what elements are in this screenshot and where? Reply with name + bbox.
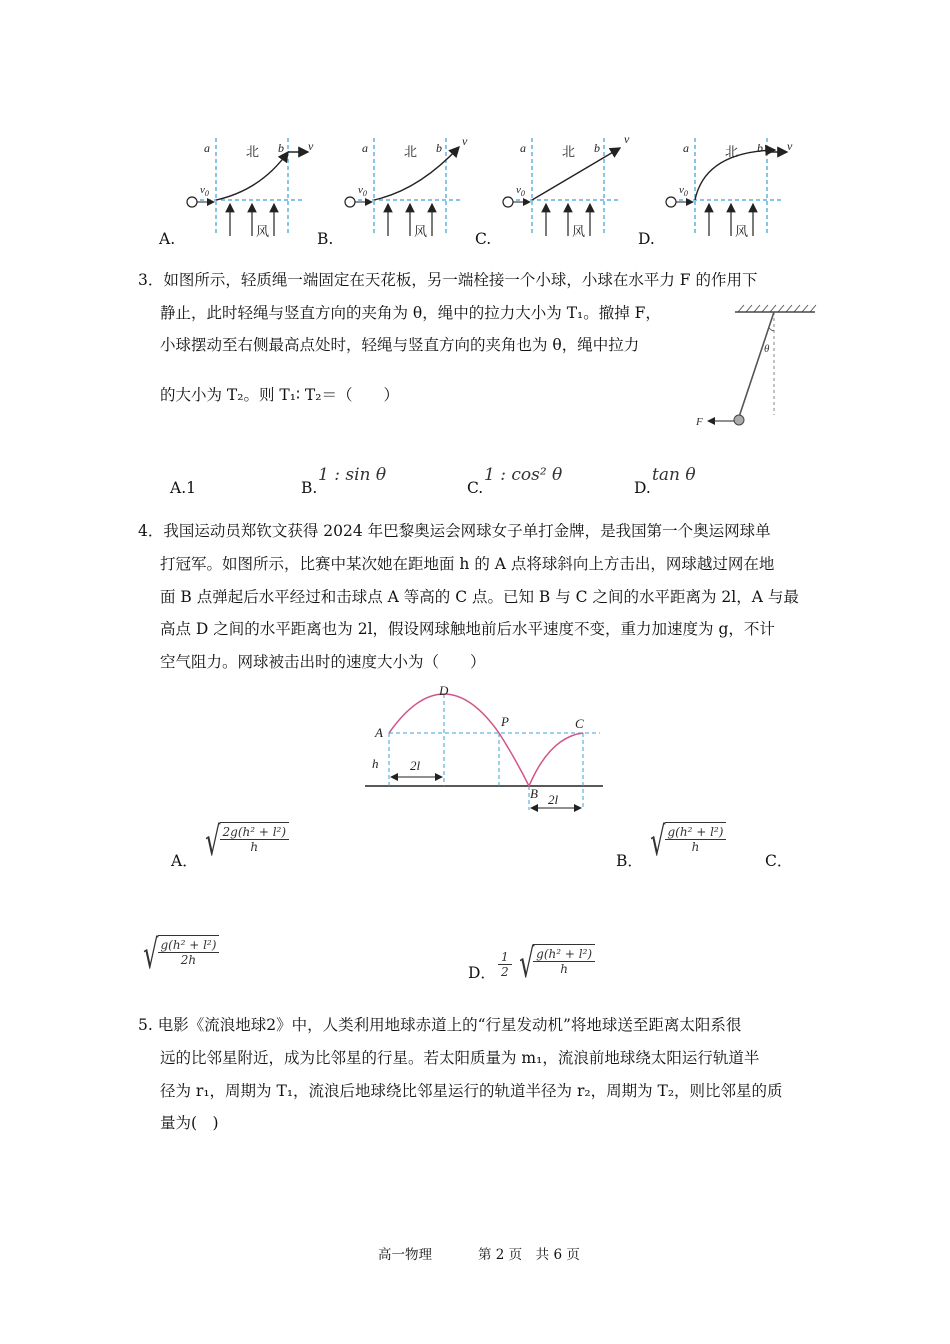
q3-option-d-value: tan θ <box>652 465 696 485</box>
q3-option-d-label: D. <box>634 479 651 497</box>
axis-b-label: b <box>757 141 763 155</box>
q5-line-3: 径为 r₁，周期为 T₁，流浪后地球绕比邻星运行的轨道半径为 r₂，周期为 T₂，则比邻星的质 <box>160 1082 783 1100</box>
north-label: 北 <box>725 144 739 159</box>
q2-figure-a <box>187 138 314 239</box>
q3-line-3: 小球摆动至右侧最高点处时，轻绳与竖直方向的夹角也为 θ，绳中拉力 <box>160 336 640 354</box>
ball-icon <box>345 197 355 207</box>
v-label: v <box>624 132 630 146</box>
q2-option-d-label: D. <box>638 230 655 248</box>
v0-label: $v_0$ <box>516 184 525 198</box>
q4-distance-2: 2l <box>548 792 559 807</box>
footer-page-number: 第 2 页 共 6 页 <box>478 1247 580 1263</box>
v-label: v <box>787 139 793 153</box>
v-label: v <box>308 139 314 153</box>
q3-option-b-value: 1 : sin θ <box>318 465 387 485</box>
q4-line-3: 面 B 点弹起后水平经过和击球点 A 等高的 C 点。已知 B 与 C 之间的水平距离为 2l，A 与最 <box>160 588 799 606</box>
north-label: 北 <box>246 144 260 159</box>
q4-option-d-formula: $\frac{1}{2}$ √ $\frac{\text{g(h² + l²)}}{h}$ <box>498 944 595 984</box>
q3-option-c-label: C. <box>467 479 484 497</box>
q4-distance-1: 2l <box>410 758 421 773</box>
q4-option-a-label: A． <box>171 852 198 870</box>
q4-point-c: C <box>575 716 584 731</box>
q2-figure-c <box>503 132 630 239</box>
q4-option-c-formula: √ $\frac{\text{g(h² + l²)}}{2h}$ <box>138 935 219 975</box>
trajectory-curve <box>216 152 288 200</box>
q4-option-b-formula: √ $\frac{\text{g(h² + l²)}}{h}$ <box>645 822 726 862</box>
q2-figure-b <box>345 134 468 239</box>
q4-line-4: 高点 D 之间的水平距离也为 2l，假设网球触地前后水平速度不变，重力加速度为 g，不计 <box>160 620 775 638</box>
q3-option-a: A.1 <box>170 479 196 497</box>
q4-option-b-label: B． <box>616 852 643 870</box>
q4-point-b: B <box>530 786 538 801</box>
axis-b-label: b <box>594 141 600 155</box>
ball-icon <box>666 197 676 207</box>
north-label: 北 <box>404 144 418 159</box>
q5-line-1: 5. 电影《流浪地球2》中，人类利用地球赤道上的“行星发动机”将地球送至距离太阳系很 <box>138 1016 742 1034</box>
v0-label: $v_0$ <box>358 184 367 198</box>
q2-option-a-label: A. <box>159 230 176 248</box>
v0-label: $v_0$ <box>679 184 688 198</box>
north-label: 北 <box>562 144 576 159</box>
q5-line-2: 远的比邻星附近，成为比邻星的行星。若太阳质量为 m₁，流浪前地球绕太阳运行轨道半 <box>160 1049 760 1067</box>
wind-label: 风 <box>735 224 749 239</box>
axis-b-label: b <box>436 141 442 155</box>
q4-option-c-label: C． <box>765 852 793 870</box>
wind-label: 风 <box>256 224 270 239</box>
v-label: v <box>462 134 468 148</box>
q2-option-b-label: B. <box>317 230 334 248</box>
axis-a-label: a <box>204 141 210 155</box>
v0-label: $v_0$ <box>200 184 209 198</box>
q4-option-a-formula: √ $\frac{\text{2g(h² + l²)}}{h}$ <box>200 822 289 862</box>
q3-theta-label: θ <box>764 343 770 355</box>
q4-tennis-figure <box>360 682 610 812</box>
q3-option-b-label: B. <box>301 479 318 497</box>
q3-F-label: F <box>696 416 703 428</box>
q4-line-2: 打冠军。如图所示，比赛中某次她在距地面 h 的 A 点将球斜向上方击出，网球越过网在地 <box>160 555 775 573</box>
q3-line-2: 静止，此时轻绳与竖直方向的夹角为 θ，绳中的拉力大小为 T₁。撤掉 F， <box>160 304 661 322</box>
q4-option-d-label: D． <box>468 964 496 982</box>
q3-line-1: 3．如图所示，轻质绳一端固定在天花板，另一端栓接一个小球，小球在水平力 F 的作用下 <box>138 271 758 289</box>
q3-pendulum-figure <box>690 300 820 435</box>
q3-option-c-value: 1 : cos² θ <box>484 465 563 485</box>
q4-point-a: A <box>375 725 383 740</box>
q4-point-d: D <box>439 683 449 698</box>
q4-point-p: P <box>501 714 509 729</box>
axis-a-label: a <box>520 141 526 155</box>
footer-subject: 高一物理 <box>378 1247 432 1263</box>
ball-icon <box>187 197 197 207</box>
ball-icon <box>503 197 513 207</box>
q4-line-5: 空气阻力。网球被击出时的速度大小为（ ） <box>160 653 486 671</box>
q4-line-1: 4．我国运动员郑钦文获得 2024 年巴黎奥运会网球女子单打金牌，是我国第一个奥运网球单 <box>138 522 771 540</box>
wind-label: 风 <box>572 224 586 239</box>
axis-b-label: b <box>278 141 284 155</box>
axis-a-label: a <box>362 141 368 155</box>
q2-figure-d <box>666 138 793 239</box>
q3-line-4: 的大小为 T₂。则 T₁∶ T₂＝（ ） <box>160 386 399 404</box>
axis-a-label: a <box>683 141 689 155</box>
q5-line-4: 量为( ) <box>160 1114 219 1132</box>
wind-label: 风 <box>414 224 428 239</box>
q2-option-c-label: C. <box>475 230 492 248</box>
trajectory-curve <box>532 148 620 200</box>
q4-height-h: h <box>372 756 379 771</box>
